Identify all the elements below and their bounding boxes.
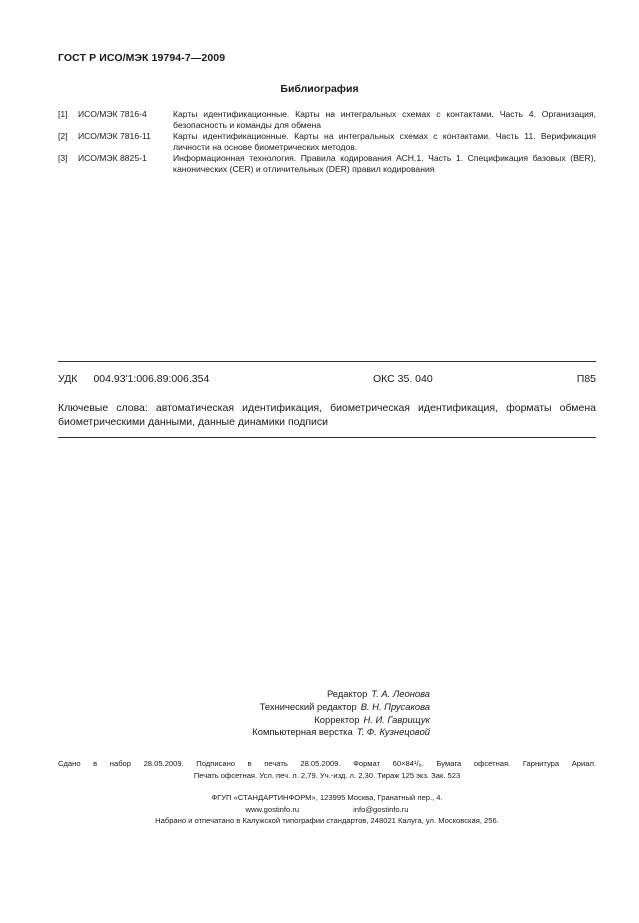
print-info-line-1: Сдано в набор 28.05.2009. Подписано в печать 28.05.2009. Формат 60×84¹/₈. Бумага офсетная. Гарнитура Ариал. [58, 759, 596, 768]
bibliography-item-number: [2] [58, 131, 68, 141]
divider-bottom [58, 437, 596, 438]
bibliography-item-number: [1] [58, 109, 68, 119]
credit-layout [150, 726, 430, 739]
bibliography-item-text: Карты идентификационные. Карты на интегральных схемах с контактами. Часть 4. Организация, безопасность и команды для обмена [173, 109, 596, 130]
udk-block [58, 373, 209, 385]
bibliography-item-text: Информационная технология. Правила кодирования АСН.1. Часть 1. Спецификация базовых (BER), канонических (CER) и отличительных (DER) правил кодирования [173, 153, 596, 174]
printing-house: Набрано и отпечатано в Калужской типографии стандартов, 248021 Калуга, ул. Московская, 256. [155, 816, 499, 825]
bibliography-item [58, 131, 596, 153]
bibliography-item [58, 109, 596, 131]
credit-name: Н. И. Гаврищук [363, 713, 430, 725]
group-code: П85 [576, 373, 596, 385]
bibliography-list [58, 109, 596, 175]
bibliography-item-standard: ИСО/МЭК 8825-1 [78, 153, 147, 163]
credit-role: Корректор [314, 713, 360, 725]
keywords: Ключевые слова: автоматическая идентификация, биометрическая идентификация, форматы обмена биометрическими данными, данные динамики подписи [58, 402, 596, 428]
bibliography-title: Библиография [280, 83, 359, 95]
document-code: ГОСТ Р ИСО/МЭК 19794-7—2009 [58, 52, 226, 64]
print-info [58, 758, 596, 782]
classification-row [58, 373, 596, 387]
credit-role: Редактор [326, 688, 368, 699]
bibliography-item-text: Карты идентификационные. Карты на интегральных схемах с контактами. Часть 11. Верификация личности на основе биометрических методов. [173, 131, 596, 152]
divider-top [58, 361, 596, 362]
credit-name: Т. Ф. Кузнецовой [356, 726, 430, 738]
publisher-website: www.gostinfo.ru [245, 804, 300, 814]
credit-proofreader [150, 714, 430, 727]
publisher-address: ФГУП «СТАНДАРТИНФОРМ», 123995 Москва, Гранатный пер., 4. [211, 793, 443, 802]
credit-name: Т. А. Леонова [371, 688, 430, 699]
publisher-email: info@gostinfo.ru [353, 804, 409, 814]
udk-label: УДК [58, 373, 78, 385]
bibliography-item-standard: ИСО/МЭК 7816-4 [78, 109, 147, 119]
credit-role: Технический редактор [259, 700, 357, 712]
udk-value: 004.93'1:006.89:006.354 [93, 373, 210, 385]
credits-block [150, 688, 430, 739]
credit-name: В. Н. Прусакова [360, 700, 430, 712]
credit-editor [150, 688, 430, 701]
print-info-line-2: Печать офсетная. Усл. печ. л. 2,79. Уч.-изд. л. 2,30. Тираж 125 экз. Зак. 523 [193, 771, 461, 780]
credit-role: Компьютерная верстка [252, 726, 353, 738]
credit-tech-editor [150, 701, 430, 714]
publisher-info [58, 792, 596, 827]
oks-code: ОКС 35. 040 [373, 373, 433, 385]
bibliography-item-standard: ИСО/МЭК 7816-11 [78, 131, 151, 141]
publisher-contacts [58, 804, 596, 816]
bibliography-item [58, 153, 596, 175]
bibliography-item-number: [3] [58, 153, 68, 163]
